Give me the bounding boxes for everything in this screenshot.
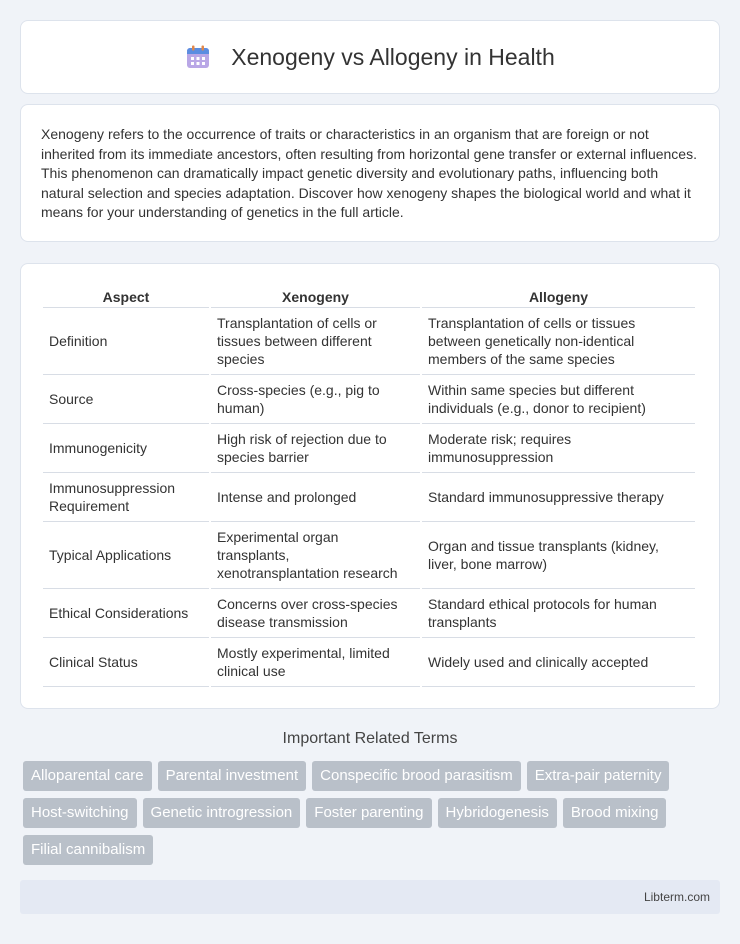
cell-aspect: Immunogenicity xyxy=(43,424,209,473)
cell-allogeny: Moderate risk; requires immunosuppression xyxy=(422,424,695,473)
title-card xyxy=(20,20,720,94)
cell-allogeny: Widely used and clinically accepted xyxy=(422,638,695,687)
table-header-row xyxy=(43,284,695,308)
table-row xyxy=(43,522,695,589)
related-term-tag[interactable]: Conspecific brood parasitism xyxy=(312,761,521,791)
comparison-table-card xyxy=(20,263,720,709)
intro-card xyxy=(20,104,720,242)
related-term-tag[interactable]: Brood mixing xyxy=(563,798,667,828)
related-term-tag[interactable]: Genetic introgression xyxy=(143,798,301,828)
cell-aspect: Source xyxy=(43,375,209,424)
header-xenogeny: Xenogeny xyxy=(211,284,420,308)
cell-allogeny: Organ and tissue transplants (kidney, liver, bone marrow) xyxy=(422,522,695,589)
cell-xenogeny: Transplantation of cells or tissues between different species xyxy=(211,308,420,375)
cell-aspect: Clinical Status xyxy=(43,638,209,687)
cell-aspect: Typical Applications xyxy=(43,522,209,589)
calendar-icon xyxy=(185,44,211,70)
cell-xenogeny: High risk of rejection due to species barrier xyxy=(211,424,420,473)
page-title: Xenogeny vs Allogeny in Health xyxy=(231,43,555,70)
cell-allogeny: Standard immunosuppressive therapy xyxy=(422,473,695,522)
cell-aspect: Immunosuppression Requirement xyxy=(43,473,209,522)
footer xyxy=(20,880,720,914)
related-term-tag[interactable]: Alloparental care xyxy=(23,761,152,791)
footer-site-link[interactable]: Libterm.com xyxy=(643,890,710,904)
header-allogeny: Allogeny xyxy=(422,284,695,308)
table-row xyxy=(43,589,695,638)
table-row xyxy=(43,473,695,522)
cell-xenogeny: Cross-species (e.g., pig to human) xyxy=(211,375,420,424)
related-term-tag[interactable]: Filial cannibalism xyxy=(23,835,153,865)
header-aspect: Aspect xyxy=(43,284,209,308)
table-row xyxy=(43,308,695,375)
cell-xenogeny: Intense and prolonged xyxy=(211,473,420,522)
related-term-tag[interactable]: Foster parenting xyxy=(306,798,431,828)
cell-xenogeny: Concerns over cross-species disease transmission xyxy=(211,589,420,638)
related-terms-heading: Important Related Terms xyxy=(282,730,458,747)
related-term-tag[interactable]: Extra-pair paternity xyxy=(527,761,670,791)
related-terms-list xyxy=(23,761,723,872)
table-row xyxy=(43,424,695,473)
table-row xyxy=(43,638,695,687)
related-term-tag[interactable]: Hybridogenesis xyxy=(438,798,557,828)
intro-text: Xenogeny refers to the occurrence of traits or characteristics in an organism that are foreign or not inherited from its immediate ancestors, often resulting from horizontal gene transfer or external influences. This phenomenon can dramatically impact genetic diversity and evolutionary paths, influencing both natural selection and species adaptation. Discover how xenogeny shapes the biological world and what it means for your understanding of genetics in the full article. xyxy=(41,126,697,220)
cell-allogeny: Standard ethical protocols for human transplants xyxy=(422,589,695,638)
table-row xyxy=(43,375,695,424)
cell-aspect: Ethical Considerations xyxy=(43,589,209,638)
cell-allogeny: Transplantation of cells or tissues between genetically non-identical members of the same species xyxy=(422,308,695,375)
comparison-table xyxy=(41,284,697,687)
cell-xenogeny: Experimental organ transplants, xenotransplantation research xyxy=(211,522,420,589)
related-term-tag[interactable]: Host-switching xyxy=(23,798,137,828)
cell-aspect: Definition xyxy=(43,308,209,375)
cell-xenogeny: Mostly experimental, limited clinical use xyxy=(211,638,420,687)
cell-allogeny: Within same species but different individuals (e.g., donor to recipient) xyxy=(422,375,695,424)
related-term-tag[interactable]: Parental investment xyxy=(158,761,307,791)
